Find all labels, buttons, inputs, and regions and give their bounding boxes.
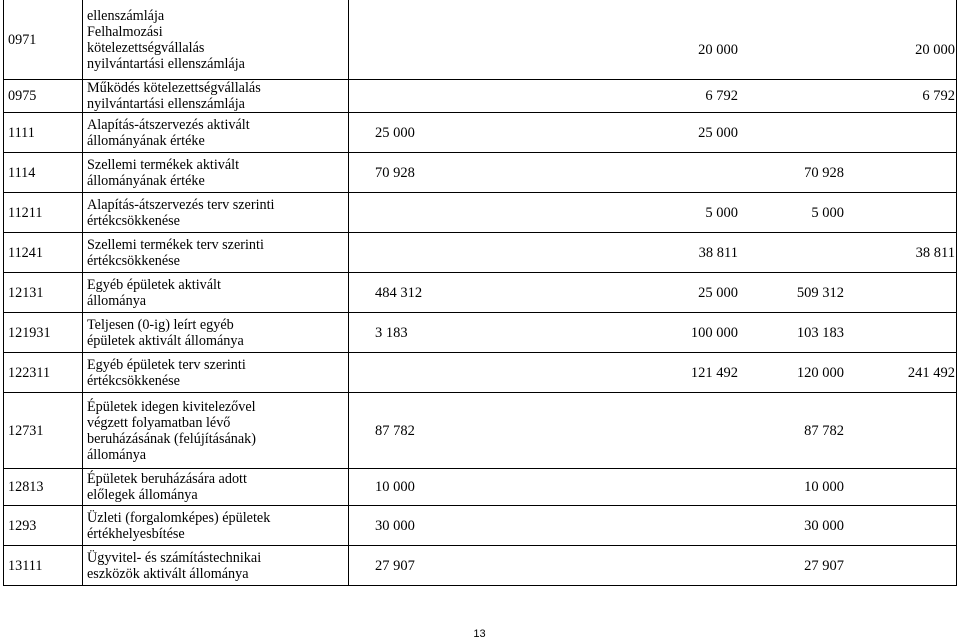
account-name-line: nyilvántartási ellenszámlája — [87, 55, 245, 72]
account-name — [83, 469, 349, 506]
amount-col-3: 27 907 — [804, 557, 844, 574]
amount-col-1: 484 312 — [375, 284, 423, 301]
amount-cell — [349, 153, 957, 193]
account-name-line: értékhelyesbítése — [87, 525, 185, 542]
account-code: 122311 — [4, 353, 83, 393]
account-code: 1111 — [4, 113, 83, 153]
account-code: 1114 — [4, 153, 83, 193]
amount-col-1: 27 907 — [375, 557, 415, 574]
table-row — [4, 80, 957, 113]
amount-col-1: 10 000 — [375, 479, 415, 495]
amount-cell — [349, 233, 957, 273]
account-name — [83, 80, 349, 113]
table-row — [4, 153, 957, 193]
table-row — [4, 273, 957, 313]
amount-col-2: 121 492 — [690, 364, 738, 381]
amount-col-2: 25 000 — [698, 124, 738, 141]
account-name-line: értékcsökkenése — [87, 372, 180, 389]
account-name-line: épületek aktivált állománya — [87, 332, 244, 349]
account-name-line: Épületek idegen kivitelezővel — [87, 398, 256, 415]
account-name — [83, 193, 349, 233]
account-name — [83, 393, 349, 469]
account-name-line: beruházásának (felújításának) — [87, 430, 256, 447]
account-name-line: nyilvántartási ellenszámlája — [87, 96, 245, 112]
amount-cell — [349, 506, 957, 546]
account-name — [83, 153, 349, 193]
account-name — [83, 546, 349, 586]
amount-col-3: 509 312 — [796, 284, 844, 301]
account-name-line: állománya — [87, 446, 147, 463]
amount-cell — [349, 353, 957, 393]
table-row — [4, 113, 957, 153]
amount-col-3: 120 000 — [796, 364, 844, 381]
amount-cell — [349, 393, 957, 469]
amount-col-2: 5 000 — [705, 204, 738, 221]
amount-col-2: 6 792 — [705, 88, 738, 104]
account-name-line: Szellemi termékek aktivált — [87, 156, 240, 173]
account-name-line: állományának értéke — [87, 132, 205, 149]
amount-col-4: 20 000 — [915, 41, 955, 58]
table-row — [4, 0, 957, 80]
account-code: 12131 — [4, 273, 83, 313]
amount-col-3: 87 782 — [804, 422, 844, 439]
amount-col-4: 241 492 — [907, 364, 955, 381]
account-name — [83, 233, 349, 273]
account-code: 0971 — [4, 0, 83, 80]
amount-col-1: 70 928 — [375, 164, 415, 181]
account-code: 11211 — [4, 193, 83, 233]
account-name-line: eszközök aktivált állománya — [87, 565, 249, 582]
account-code: 121931 — [4, 313, 83, 353]
account-name-line: Üzleti (forgalomképes) épületek — [87, 509, 271, 526]
amount-cell — [349, 546, 957, 586]
account-code: 11241 — [4, 233, 83, 273]
amount-col-1: 3 183 — [375, 324, 408, 341]
amount-col-2: 20 000 — [698, 41, 738, 58]
account-name-line: Működés kötelezettségvállalás — [87, 80, 261, 96]
account-name-line: Felhalmozási — [87, 23, 163, 40]
amount-cell — [349, 273, 957, 313]
table-row — [4, 469, 957, 506]
account-name-line: értékcsökkenése — [87, 212, 180, 229]
amount-col-3: 103 183 — [796, 324, 844, 341]
account-code: 12813 — [4, 469, 83, 506]
amount-col-4: 6 792 — [922, 88, 955, 104]
account-name-line: állományának értéke — [87, 172, 205, 189]
amount-col-2: 100 000 — [690, 324, 738, 341]
account-code: 12731 — [4, 393, 83, 469]
table-row — [4, 313, 957, 353]
table-row — [4, 506, 957, 546]
amount-col-3: 30 000 — [804, 517, 844, 534]
account-name — [83, 313, 349, 353]
account-name-line: állománya — [87, 292, 147, 309]
account-name-line: kötelezettségvállalás — [87, 39, 205, 56]
account-code: 1293 — [4, 506, 83, 546]
amount-col-1: 25 000 — [375, 124, 415, 141]
account-name-line: előlegek állománya — [87, 487, 198, 503]
account-name-line: Alapítás-átszervezés terv szerinti — [87, 196, 275, 213]
amount-cell — [349, 0, 957, 80]
table-row — [4, 233, 957, 273]
amount-cell — [349, 80, 957, 113]
account-code: 0975 — [4, 80, 83, 113]
table-row — [4, 193, 957, 233]
table-row — [4, 393, 957, 469]
account-name-line: Teljesen (0-ig) leírt egyéb — [87, 316, 234, 333]
amount-col-3: 10 000 — [804, 479, 844, 495]
amount-cell — [349, 193, 957, 233]
account-name — [83, 353, 349, 393]
amount-cell — [349, 469, 957, 506]
amount-col-2: 25 000 — [698, 284, 738, 301]
amount-col-3: 5 000 — [811, 204, 844, 221]
amount-cell — [349, 313, 957, 353]
table-row — [4, 546, 957, 586]
account-table — [3, 0, 957, 586]
account-name-line: Ügyvitel- és számítástechnikai — [87, 549, 262, 566]
amount-col-1: 30 000 — [375, 517, 415, 534]
amount-cell — [349, 113, 957, 153]
account-name-line: ellenszámlája — [87, 7, 165, 24]
account-name-line: Egyéb épületek aktivált — [87, 276, 221, 293]
amount-col-3: 70 928 — [804, 164, 844, 181]
account-name-line: Épületek beruházására adott — [87, 471, 247, 487]
amount-col-4: 38 811 — [915, 244, 955, 261]
account-name — [83, 0, 349, 80]
account-name — [83, 506, 349, 546]
amount-col-1: 87 782 — [375, 422, 415, 439]
table-row — [4, 353, 957, 393]
account-code: 13111 — [4, 546, 83, 586]
account-name-line: végzett folyamatban lévő — [87, 414, 231, 431]
account-name — [83, 113, 349, 153]
account-name-line: Egyéb épületek terv szerinti — [87, 356, 246, 373]
account-name-line: értékcsökkenése — [87, 252, 180, 269]
page-number: 13 — [473, 628, 486, 640]
amount-col-2: 38 811 — [698, 244, 738, 261]
account-name-line: Alapítás-átszervezés aktivált — [87, 116, 250, 133]
account-name — [83, 273, 349, 313]
account-name-line: Szellemi termékek terv szerinti — [87, 236, 264, 253]
